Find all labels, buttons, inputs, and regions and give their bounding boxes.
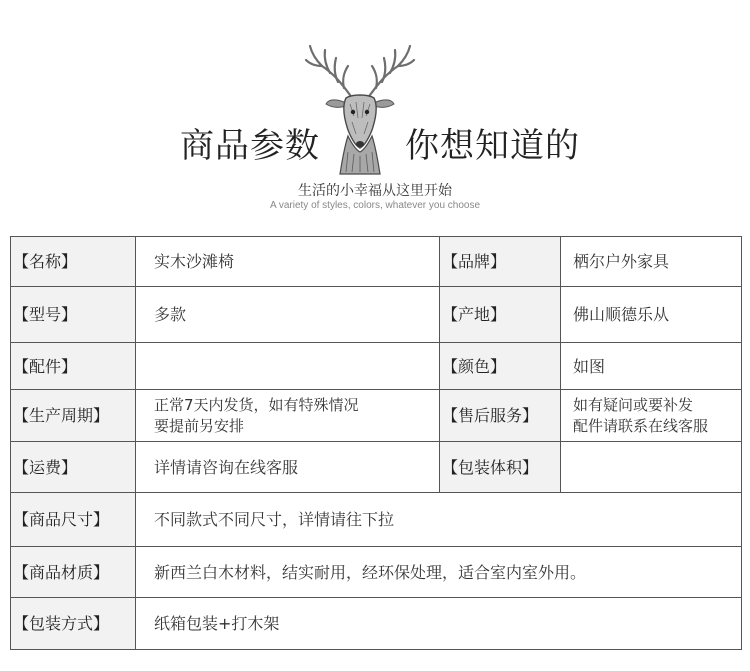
param-value: 多款 [136,287,440,343]
table-row [11,598,742,650]
subtitle-english: A variety of styles, colors, whatever you choose [269,200,481,211]
param-value [561,442,742,493]
param-key: 【产地】 [440,287,561,343]
param-key: 【配件】 [11,343,136,390]
param-value-line: 如有疑问或要补发 [573,395,694,414]
param-key: 【商品材质】 [11,547,136,598]
param-key: 【包装方式】 [11,598,136,650]
param-value: 佛山顺德乐从 [561,287,742,343]
table-row [11,442,742,493]
param-value: 如图 [561,343,742,390]
param-key: 【包装体积】 [440,442,561,493]
page-title-right: 你想知道的 [405,126,580,166]
param-key: 【商品尺寸】 [11,493,136,547]
param-value [561,390,742,442]
param-value-line: 要提前另安排 [154,416,245,435]
param-key: 【名称】 [11,237,136,287]
param-key: 【品牌】 [440,237,561,287]
param-value [136,343,440,390]
param-value-line: 配件请联系在线客服 [573,416,709,435]
param-value: 实木沙滩椅 [136,237,440,287]
param-key: 【运费】 [11,442,136,493]
deer-head-icon [300,40,420,175]
header [0,0,750,230]
table-row [11,343,742,390]
subtitle: 生活的小幸福从这里开始 [298,183,452,199]
param-key: 【颜色】 [440,343,561,390]
param-value [136,390,440,442]
param-value: 不同款式不同尺寸，详情请往下拉 [136,493,742,547]
table-row [11,237,742,287]
table-row [11,493,742,547]
param-value: 新西兰白木材料，结实耐用，经环保处理，适合室内室外用。 [136,547,742,598]
table-row [11,547,742,598]
param-value-line: 正常7天内发货，如有特殊情况 [154,395,359,414]
param-key: 【售后服务】 [440,390,561,442]
param-value: 栖尔户外家具 [561,237,742,287]
param-key: 【生产周期】 [11,390,136,442]
page-title-left: 商品参数 [180,126,320,166]
table-row [11,390,742,442]
param-value: 详情请咨询在线客服 [136,442,440,493]
product-params-table [10,236,742,650]
table-row [11,287,742,343]
param-value: 纸箱包装+打木架 [136,598,742,650]
param-key: 【型号】 [11,287,136,343]
